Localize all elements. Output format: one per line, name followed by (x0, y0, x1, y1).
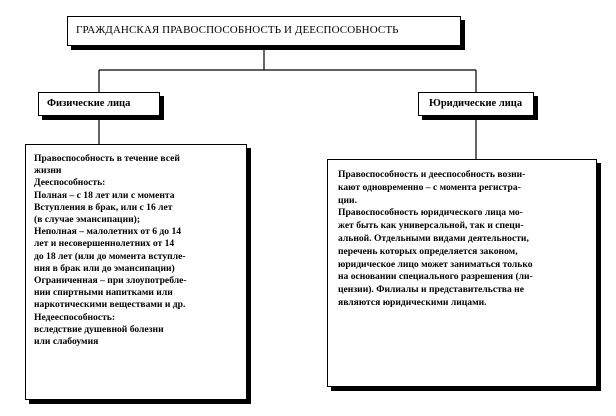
description-line: перечень которых определяется законом, (338, 245, 518, 257)
description-line: ния в брак или до эмансипации) (34, 262, 175, 274)
individuals-description-box (25, 144, 247, 400)
description-line: жет быть как универсальной, так и специ- (338, 220, 524, 232)
description-line: цензии). Филиалы и представительства не (338, 284, 524, 296)
legal-entities-heading-box (418, 92, 534, 116)
description-line: ции. (338, 194, 357, 206)
description-line: на основании специального разрешения (ли- (338, 271, 533, 283)
description-line: Ограниченная – при злоупотребле- (34, 275, 187, 287)
description-line: Дееспособность: (34, 177, 106, 189)
description-line: или слабоумия (34, 336, 99, 348)
description-line: альной. Отдельными видами деятельности, (338, 232, 529, 244)
description-line: Недееспособность: (34, 311, 116, 323)
description-line: Правоспособность и дееспособность возни- (338, 169, 526, 180)
description-line: вследствие душевной болезни (34, 323, 164, 335)
individuals-heading-box (38, 92, 160, 116)
description-line: Полная – с 18 лет или с момента (34, 189, 175, 201)
description-line: Правоспособность юридического лица мо- (338, 207, 523, 219)
diagram-title: ГРАЖДАНСКАЯ ПРАВОСПОСОБНОСТЬ И ДЕЕСПОСОБНОСТЬ (76, 24, 399, 36)
description-line: Вступления в брак, или с 16 лет (34, 201, 173, 213)
description-line: Неполная – малолетних от 6 до 14 (34, 226, 182, 238)
legal-entities-description-box (327, 159, 597, 387)
description-line: лет и несовершеннолетних от 14 (34, 238, 175, 250)
legal-entities-heading: Юридические лица (429, 98, 523, 109)
individuals-heading: Физические лица (47, 98, 131, 109)
description-line: кают одновременно – с момента регистра- (338, 181, 521, 193)
description-line: жизни (34, 165, 62, 177)
description-line: юридическое лицо может заниматься только (338, 258, 533, 270)
description-line: являются юридическими лицами. (338, 296, 487, 308)
description-line: Правоспособность в течение всей (34, 153, 180, 164)
description-line: (в случае эмансипации); (34, 214, 141, 226)
title-box (67, 16, 461, 46)
individuals-description (34, 153, 187, 348)
description-line: до 18 лет (или до момента вступле- (34, 250, 186, 262)
legal-entities-description (338, 169, 533, 310)
description-line: нии спиртными напитками или (34, 287, 173, 299)
description-line: наркотическими веществами и др. (34, 299, 186, 311)
